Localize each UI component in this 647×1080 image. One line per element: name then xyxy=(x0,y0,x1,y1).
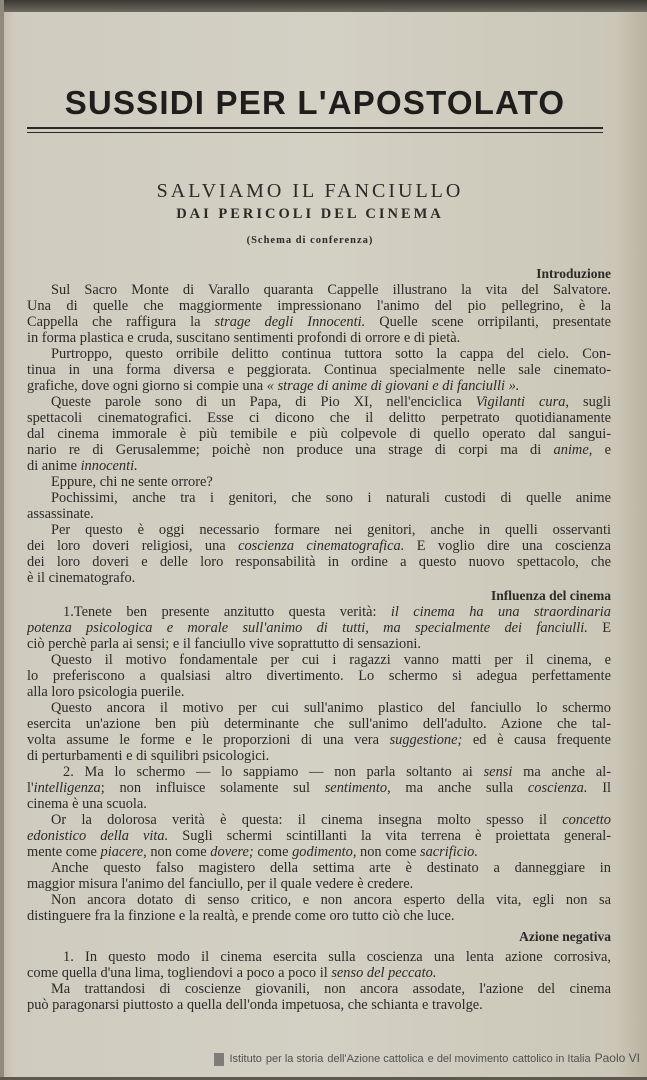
watermark xyxy=(60,1052,640,1066)
text-line: Or la dolorosa verità è questa: il cinema insegna molto spesso il concetto xyxy=(51,812,611,828)
paragraph xyxy=(27,860,611,892)
watermark-line: cattolico in Italia xyxy=(512,1053,591,1065)
watermark-line: per la storia xyxy=(265,1053,324,1065)
watermark-text xyxy=(229,1052,640,1066)
text-line: Eppure, chi ne sente orrore? xyxy=(51,474,213,490)
paragraph xyxy=(27,652,611,700)
text-line: è il cinematografo. xyxy=(27,570,136,586)
italic-text: sensi xyxy=(483,764,513,780)
watermark-line: dell'Azione cattolica xyxy=(327,1053,424,1065)
text-line: 2. Ma lo schermo — lo sappiamo — non parla soltanto ai sensi ma anche al- xyxy=(63,764,611,780)
text-line: ciò perchè parla ai sensi; e il fanciullo vive soprattutto di sensazioni. xyxy=(27,636,422,652)
italic-text: sentimento xyxy=(324,780,388,796)
text-line: distinguere fra la finzione e la realtà, e prende come oro tutto ciò che luce. xyxy=(27,908,455,924)
paragraph xyxy=(27,490,611,522)
paragraph xyxy=(27,981,611,1013)
page-top-edge xyxy=(0,0,647,12)
italic-text: godimento xyxy=(292,844,353,860)
paragraph xyxy=(27,394,611,474)
italic-text: suggestione; xyxy=(389,732,463,748)
paragraph xyxy=(27,812,611,860)
italic-text: dovere; xyxy=(210,844,254,860)
text-line: esercita un'azione ben più determinante che sull'animo dell'adulto. Azione che tal- xyxy=(27,716,611,732)
text-line: cinema è una scuola. xyxy=(27,796,147,812)
text-line: di perturbamenti e di squilibri psicologici. xyxy=(27,748,270,764)
italic-text: coscienza cinematografica. xyxy=(238,538,405,554)
text-line: 1. In questo modo il cinema esercita sulla coscienza una lenta azione corrosiva, xyxy=(63,949,611,965)
paragraph xyxy=(27,522,611,586)
text-line: Queste parole sono di un Papa, di Pio XI, nell'enciclica Vigilanti cura, sugli xyxy=(51,394,611,410)
section-heading: Influenza del cinema xyxy=(491,588,611,603)
italic-text: il cinema ha una straordinaria xyxy=(390,604,611,620)
text-line: dei loro doveri e delle loro responsabilità in ordine a questo nuovo spettacolo, che xyxy=(27,554,611,570)
text-line: Pochissimi, anche tra i genitori, che sono i naturali custodi di quelle anime xyxy=(51,490,611,506)
text-line: di anime innocenti. xyxy=(27,458,138,474)
text-line: potenza psicologica e morale sull'animo di tutti, ma specialmente dei fanciulli. E xyxy=(27,620,611,636)
italic-text: anime xyxy=(553,442,589,458)
text-line: 1.Tenete ben presente anzitutto questa verità: il cinema ha una straordinaria xyxy=(63,604,611,620)
text-line: dei loro doveri religiosi, una coscienza cinematografica. E voglio dire una coscienza xyxy=(27,538,611,554)
text-line: Sul Sacro Monte di Varallo quaranta Cappelle illustrano la vita del Salvatore. xyxy=(51,282,611,298)
section-heading: Introduzione xyxy=(536,266,611,281)
text-line: tinua in una forma diversa e peggiorata. Continua specialmente nelle sale cinemato- xyxy=(27,362,611,378)
title-rule-thin xyxy=(27,132,603,133)
italic-text: piacere xyxy=(100,844,144,860)
paragraph xyxy=(27,346,611,394)
text-line: come quella d'una lima, togliendovi a poco a poco il senso del peccato. xyxy=(27,965,437,981)
text-line: Purtroppo, questo orribile delitto continua tuttora sotto la cappa del cielo. Con- xyxy=(51,346,611,362)
text-line: maggior misura l'animo del fanciullo, per il quale vedere è credere. xyxy=(27,876,414,892)
italic-text: potenza psicologica e morale sull'animo di tutti, ma specialmente dei fanciulli. xyxy=(27,620,588,636)
title-rule-thick xyxy=(27,127,603,129)
paragraph xyxy=(27,892,611,924)
text-line: volta assume le forme e le proporzioni di una vera suggestione; ed è causa frequente xyxy=(27,732,611,748)
italic-text: edonistico della vita. xyxy=(27,828,169,844)
article-body xyxy=(27,266,611,1013)
text-line: alla loro psicologia puerile. xyxy=(27,684,185,700)
watermark-line: Paolo VI xyxy=(594,1051,640,1065)
text-line: dal cinema immorale è più temibile e più colpevole di quello operato dal sangui- xyxy=(27,426,611,442)
text-line: Questo il motivo fondamentale per cui i ragazzi vanno matti per il cinema, e xyxy=(51,652,611,668)
paragraph xyxy=(27,282,611,346)
text-line: Questo ancora il motivo per cui sull'animo plastico del fanciullo lo schermo xyxy=(51,700,611,716)
italic-text: « strage di anime di giovani e di fanciulli ». xyxy=(266,378,520,394)
text-line: l'intelligenza; non influisce solamente sul sentimento, ma anche sulla coscienza. Il xyxy=(27,780,611,796)
italic-text: Vigilanti cura xyxy=(475,394,566,410)
text-line: edonistico della vita. Sugli schermi scintillanti la vita terrena è proiettata general- xyxy=(27,828,611,844)
text-line: mente come piacere, non come dovere; come godimento, non come sacrificio. xyxy=(27,844,478,860)
page-left-edge xyxy=(0,0,4,1080)
article-title: SALVIAMO IL FANCIULLO xyxy=(156,180,464,202)
text-line: Cappella che raffigura la strage degli Innocenti. Quelle scene orripilanti, presentate xyxy=(27,314,611,330)
watermark-line: e del movimento xyxy=(427,1053,509,1065)
paragraph xyxy=(27,604,611,652)
text-line: Una di quelle che maggiormente impressionano l'animo del pio pellegrino, è la xyxy=(27,298,611,314)
italic-text: innocenti. xyxy=(80,458,138,474)
italic-text: concetto xyxy=(562,812,611,828)
paragraph xyxy=(27,474,611,490)
isacem-logo xyxy=(214,1053,224,1066)
section-title: SUSSIDI PER L'APOSTOLATO xyxy=(64,84,566,121)
section-heading: Azione negativa xyxy=(519,929,611,944)
italic-text: coscienza. xyxy=(527,780,588,796)
text-line: assassinate. xyxy=(27,506,94,522)
italic-text: senso del peccato. xyxy=(331,965,437,981)
text-line: può paragonarsi piuttosto a quella dell'onda impetuosa, che schianta e travolge. xyxy=(27,997,483,1013)
text-line: lo preferiscono a qualsiasi altro divertimento. Lo schermo si adegua perfettamente xyxy=(27,668,611,684)
article-subtitle: DAI PERICOLI DEL CINEMA xyxy=(176,206,444,222)
text-line: Ma trattandosi di coscienze giovanili, non ancora assodate, l'azione del cinema xyxy=(51,981,611,997)
text-line: Non ancora dotato di senso critico, e non ancora esperto della vita, egli non sa xyxy=(51,892,611,908)
text-line: nario re di Gerusalemme; poichè non produce una strage di corpi ma di anime, e xyxy=(27,442,611,458)
text-line: Anche questo falso magistero della settima arte è destinato a danneggiare in xyxy=(51,860,611,876)
text-line: in forma plastica e cruda, suscitano sentimenti profondi di orrore e di pietà. xyxy=(27,330,461,346)
article-note: (Schema di conferenza) xyxy=(246,235,374,246)
italic-text: intelligenza xyxy=(33,780,101,796)
text-line: grafiche, dove ogni giorno si compie una « strage di anime di giovani e di fanciulli ». xyxy=(27,378,520,394)
text-line: Per questo è oggi necessario formare nei genitori, anche in quelli osservanti xyxy=(51,522,611,538)
watermark-line: Istituto xyxy=(229,1053,262,1065)
paragraph xyxy=(27,700,611,764)
italic-text: strage degli Innocenti. xyxy=(214,314,366,330)
paragraph xyxy=(27,949,611,981)
italic-text: sacrificio. xyxy=(419,844,478,860)
text-line: spettacoli cinematografici. Esse ci dicono che il delitto perpetrato quotidianamente xyxy=(27,410,611,426)
paragraph xyxy=(27,764,611,812)
